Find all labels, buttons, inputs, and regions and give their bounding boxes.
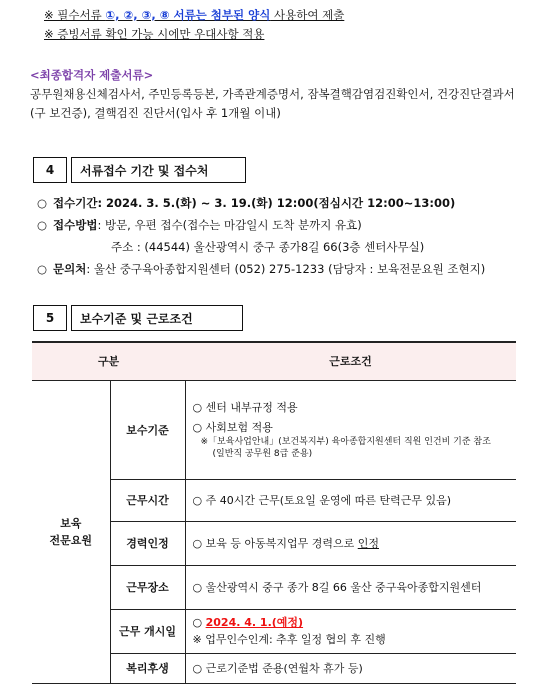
section-5-title: 보수기준 및 근로조건 xyxy=(71,305,243,331)
submission-heading: <최종합격자 제출서류> xyxy=(30,68,154,82)
reception-info xyxy=(37,192,485,280)
table-header-row xyxy=(32,342,516,380)
work-conditions-table xyxy=(32,341,516,684)
row-content-career: ○ 보육 등 아동복지업무 경력으로 인정 xyxy=(185,521,516,565)
notes-block xyxy=(44,6,344,44)
role-cell: 보육 전문요원 xyxy=(32,380,110,683)
row-label-hours: 근무시간 xyxy=(110,479,185,521)
section-4-number: 4 xyxy=(33,157,67,183)
row-label-welfare: 복리후생 xyxy=(110,653,185,683)
header-category: 구분 xyxy=(32,342,185,380)
row-label-career: 경력인정 xyxy=(110,521,185,565)
section-4-header xyxy=(33,157,246,183)
form-docs-highlight: ①, ②, ③, ⑧ 서류는 첨부된 양식 xyxy=(105,8,271,22)
reception-method: ○ 접수방법: 방문, 우편 접수(접수는 마감일시 도착 분까지 유효) xyxy=(37,218,362,232)
section-4-title: 서류접수 기간 및 접수처 xyxy=(71,157,246,183)
submission-text: 공무원채용신체검사서, 주민등록등본, 가족관계증명서, 잠복결핵감염검진확인서, 건강진단결과서(구 보건증), 결핵검진 진단서(입사 후 1개월 이내) xyxy=(30,87,515,120)
required-docs-note: ※ 필수서류 ①, ②, ③, ⑧ 서류는 첨부된 양식 사용하여 제출 xyxy=(44,8,345,22)
header-condition: 근로조건 xyxy=(185,342,516,380)
start-date: 2024. 4. 1.(예정) xyxy=(205,616,304,629)
preference-note: ※ 증빙서류 확인 가능 시에만 우대사항 적용 xyxy=(44,27,265,41)
row-label-start: 근무 개시일 xyxy=(110,609,185,653)
section-5-number: 5 xyxy=(33,305,67,331)
row-content-hours: ○ 주 40시간 근무(토요일 운영에 따른 탄력근무 있음) xyxy=(185,479,516,521)
reception-period: ○ 접수기간: 2024. 3. 5.(화) ~ 3. 19.(화) 12:00(점심시간 12:00~13:00) xyxy=(37,196,456,210)
row-label-place: 근무장소 xyxy=(110,565,185,609)
row-content-place: ○ 울산광역시 중구 종가 8길 66 울산 중구육아종합지원센터 xyxy=(185,565,516,609)
reception-contact: ○ 문의처: 울산 중구육아종합지원센터 (052) 275-1233 (담당자 : 보육전문요원 조현지) xyxy=(37,262,486,276)
reception-address: 주소 : (44544) 울산광역시 중구 종가8길 66(3층 센터사무실) xyxy=(111,240,425,254)
row-label-pay: 보수기준 xyxy=(110,380,185,479)
final-submission-docs xyxy=(30,66,530,123)
row-content-pay: ○ 센터 내부규정 적용 ○ 사회보험 적용 ※「보육사업안내」(보건복지부) 육아종합지원센터 직원 인건비 기준 참조 (일반직 공무원 8급 준용) xyxy=(185,380,516,479)
row-content-start: ○ 2024. 4. 1.(예정) ※ 업무인수인계: 추후 일정 협의 후 진행 xyxy=(185,609,516,653)
section-5-header xyxy=(33,305,243,331)
row-content-welfare: ○ 근로기준법 준용(연월차 휴가 등) xyxy=(185,653,516,683)
table-row xyxy=(32,380,516,479)
